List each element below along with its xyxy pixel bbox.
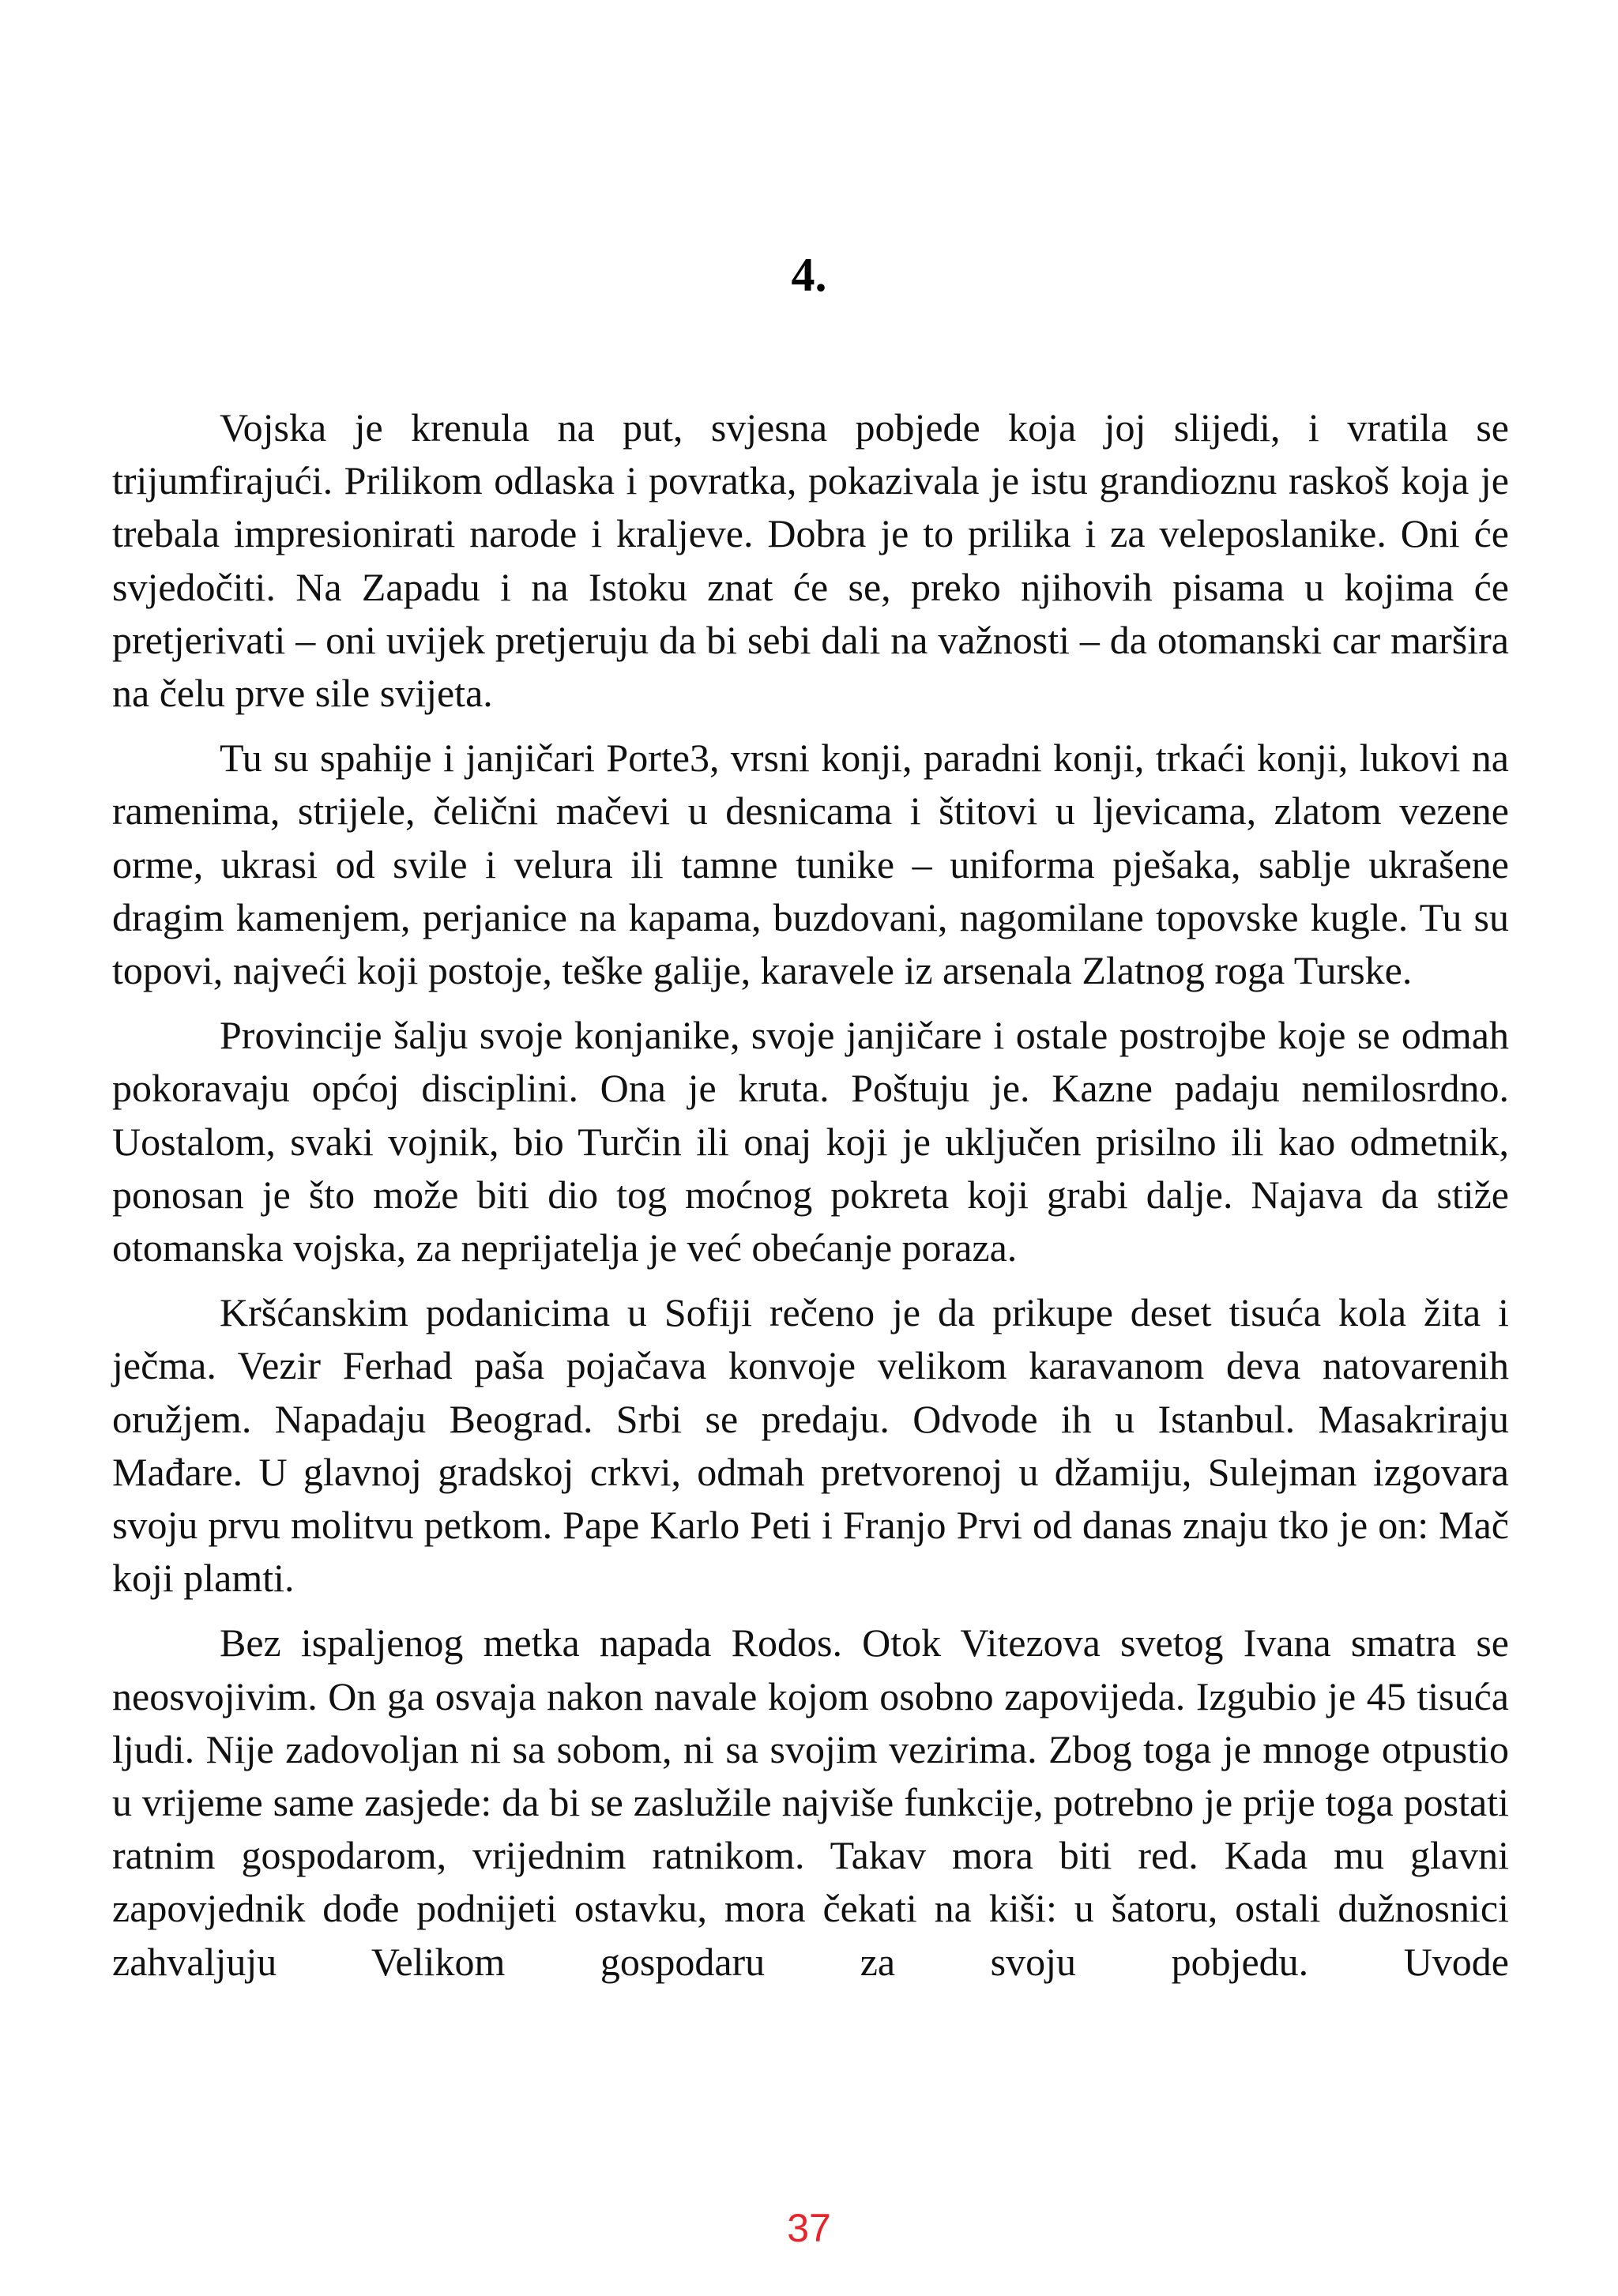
paragraph-4: Kršćanskim podanicima u Sofiji rečeno je da prikupe deset tisuća kola žita i ječma. Vezir Ferhad paša pojačava konvoje velikom karavanom deva natovarenih oružjem. Napadaju Beograd. Srbi se predaju. Odvode ih u Istanbul. Masakriraju Mađare. U glavnoj gradskoj crkvi, odmah pretvorenoj u džamiju, Sulejman izgovara svoju prvu molitvu petkom. Pape Karlo Peti i Franjo Prvi od danas znaju tko je on: Mač koji plamti. bbox=[112, 1290, 1509, 1601]
paragraph-1: Vojska je krenula na put, svjesna pobjede koja joj slijedi, i vratila se trijumfirajući. Prilikom odlaska i povratka, pokazivala je istu grandioznu raskoš koja je trebala impresionirati narode i kraljeve. Dobra je to prilika i za veleposlanike. Oni će svjedočiti. Na Zapadu i na Istoku znat će se, preko njihovih pisama u kojima će pretjerivati – oni uvijek pretjeruju da bi sebi dali na važnosti – da otomanski car maršira na čelu prve sile svijeta. bbox=[112, 405, 1509, 716]
chapter-heading: 4. bbox=[791, 249, 827, 301]
paragraph-3: Provincije šalju svoje konjanike, svoje janjičare i ostale postrojbe koje se odmah pokoravaju općoj disciplini. Ona je kruta. Poštuju je. Kazne padaju nemilosrdno. Uostalom, svaki vojnik, bio Turčin ili onaj koji je uključen prisilno ili kao odmetnik, ponosan je što može biti dio tog moćnog pokreta koji grabi dalje. Najava da stiže otomanska vojska, za neprijatelja je već obećanje poraza. bbox=[112, 1013, 1509, 1270]
page-number: 37 bbox=[787, 2206, 831, 2250]
body-text bbox=[112, 401, 1509, 2001]
paragraph-2: Tu su spahije i janjičari Porte3, vrsni konji, paradni konji, trkaći konji, lukovi na ramenima, strijele, čelični mačevi u desnicama i štitovi u ljevicama, zlatom vezene orme, ukrasi od svile i velura ili tamne tunike – uniforma pješaka, sablje ukrašene dragim kamenjem, perjanice na kapama, buzdovani, nagomilane topovske kugle. Tu su topovi, najveći koji postoje, teške galije, karavele iz arsenala Zlatnog roga Turske. bbox=[112, 736, 1509, 993]
paragraph-5: Bez ispaljenog metka napada Rodos. Otok Vitezova svetog Ivana smatra se neosvojivim. On ga osvaja nakon navale kojom osobno zapovijeda. Izgubio je 45 tisuća ljudi. Nije zadovoljan ni sa sobom, ni sa svojim vezirima. Zbog toga je mnoge otpustio u vrijeme same zasjede: da bi se zaslužile najviše funkcije, potrebno je prije toga postati ratnim gospodarom, vrijednim ratnikom. Takav mora biti red. Kada mu glavni zapovjednik dođe podnijeti ostavku, mora čekati na kiši: u šatoru, ostali dužnosnici zahvaljuju Velikom gospodaru za svoju pobjedu. Uvode bbox=[112, 1620, 1509, 1984]
